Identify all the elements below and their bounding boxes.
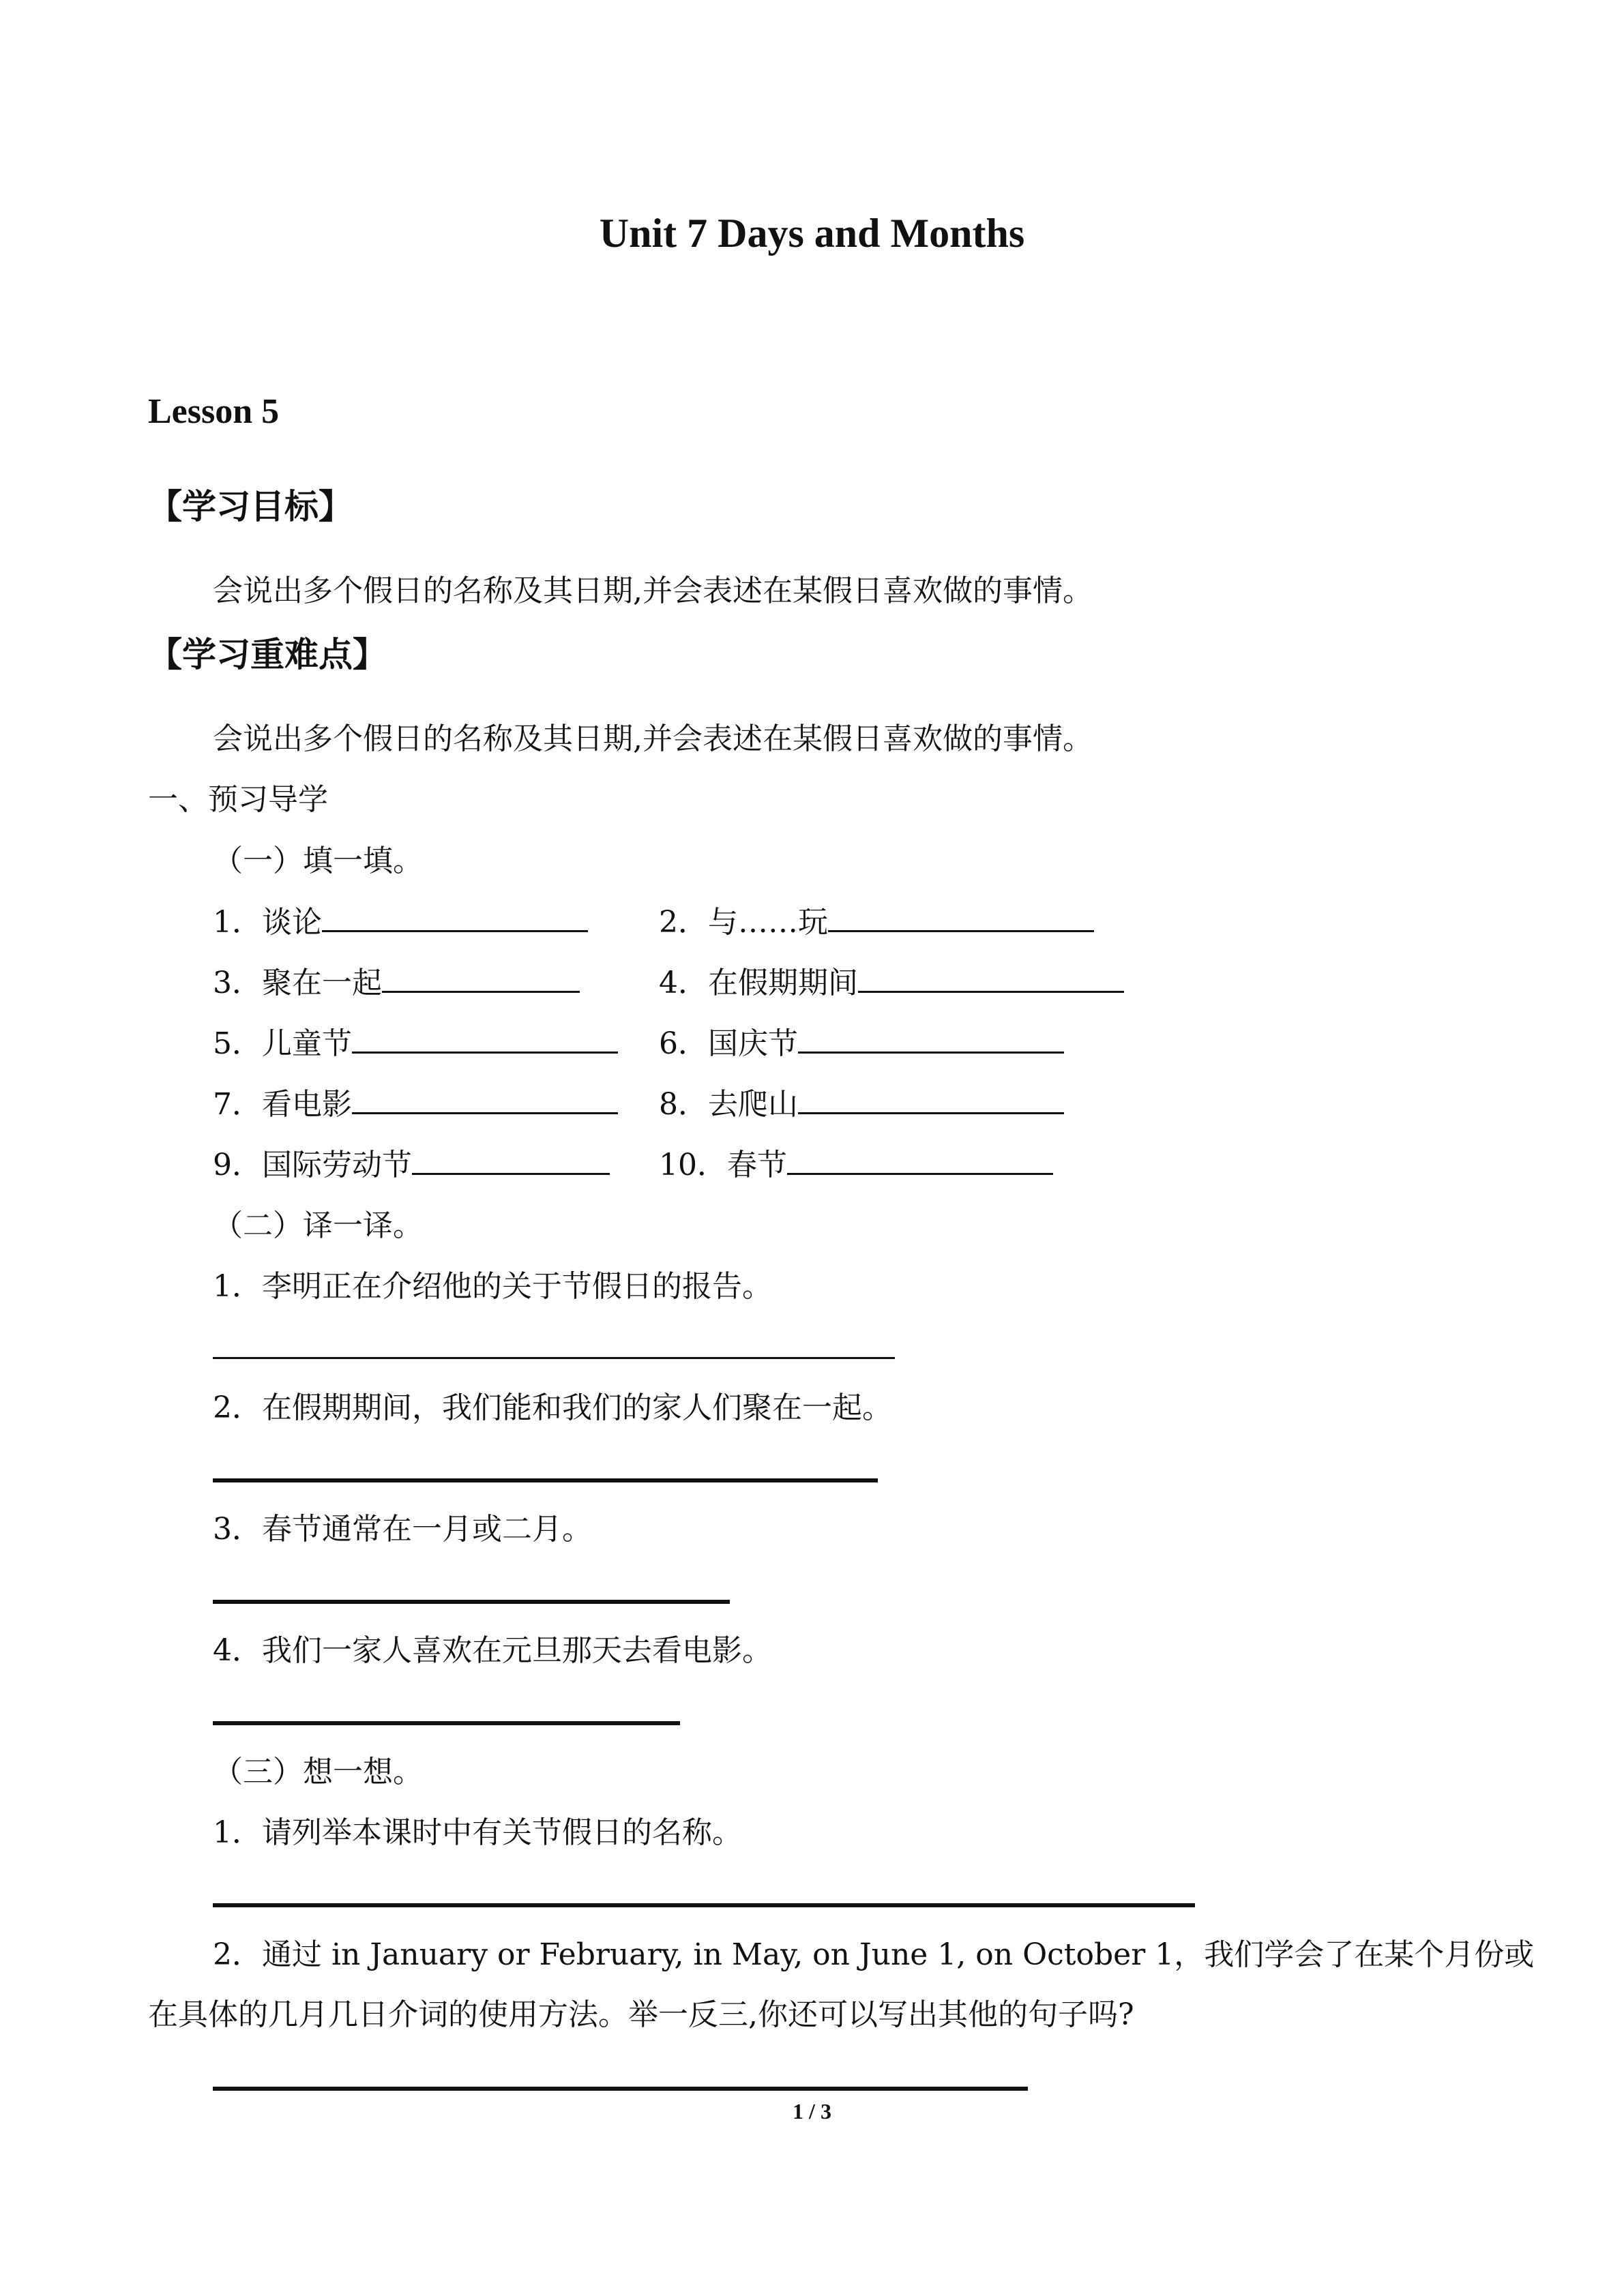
fill-item: 3．聚在一起 [213,958,580,1002]
answer-line[interactable] [213,1903,1195,1907]
fill-item: 1．谈论 [213,897,588,941]
answer-blank[interactable] [352,1085,618,1114]
translate-question: 1．李明正在介绍他的关于节假日的报告。 [213,1269,772,1304]
fill-item: 2．与……玩 [659,897,1094,941]
objectives-heading: 【学习目标】 [148,487,353,526]
fill-item: 9．国际劳动节 [213,1140,610,1184]
fill-item: 7．看电影 [213,1079,618,1123]
section-heading-preview: 一、预习导学 [148,782,328,817]
lesson-label: Lesson 5 [148,392,280,431]
answer-blank[interactable] [798,1085,1064,1114]
answer-blank[interactable] [352,1024,618,1054]
key-points-heading: 【学习重难点】 [148,635,387,674]
translate-question: 2．在假期期间，我们能和我们的家人们聚在一起。 [213,1390,892,1425]
key-points-text: 会说出多个假日的名称及其日期,并会表述在某假日喜欢做的事情。 [213,721,1093,756]
page-title: Unit 7 Days and Months [599,211,1025,256]
part-heading-think: （三）想一想。 [213,1755,423,1789]
answer-line[interactable] [213,1721,680,1725]
objectives-text: 会说出多个假日的名称及其日期,并会表述在某假日喜欢做的事情。 [213,573,1093,608]
part-heading-fill: （一）填一填。 [213,844,423,878]
answer-blank[interactable] [322,903,588,932]
fill-item: 5．儿童节 [213,1019,618,1062]
think-question: 1．请列举本课时中有关节假日的名称。 [213,1815,742,1850]
answer-line[interactable] [213,1357,895,1359]
fill-item: 8．去爬山 [659,1079,1064,1123]
answer-blank[interactable] [787,1146,1053,1175]
answer-line[interactable] [213,2087,1028,2091]
answer-blank[interactable] [412,1146,610,1175]
answer-line[interactable] [213,1478,878,1482]
answer-line[interactable] [213,1600,730,1604]
answer-blank[interactable] [798,1024,1064,1054]
answer-blank[interactable] [382,964,580,993]
part-heading-translate: （二）译一译。 [213,1208,423,1243]
translate-question: 4．我们一家人喜欢在元旦那天去看电影。 [213,1633,772,1668]
translate-question: 3．春节通常在一月或二月。 [213,1512,592,1547]
think-question-cont: 在具体的几月几日介词的使用方法。举一反三,你还可以写出其他的句子吗? [148,1997,1134,2032]
fill-item: 4．在假期期间 [659,958,1124,1002]
answer-blank[interactable] [828,903,1094,932]
fill-item: 6．国庆节 [659,1019,1064,1062]
fill-item: 10．春节 [659,1140,1053,1184]
answer-blank[interactable] [858,964,1124,993]
think-question: 2．通过 in January or February, in May, on June 1, on October 1，我们学会了在某个月份或 [213,1937,1535,1972]
page-number: 1 / 3 [793,2099,831,2123]
